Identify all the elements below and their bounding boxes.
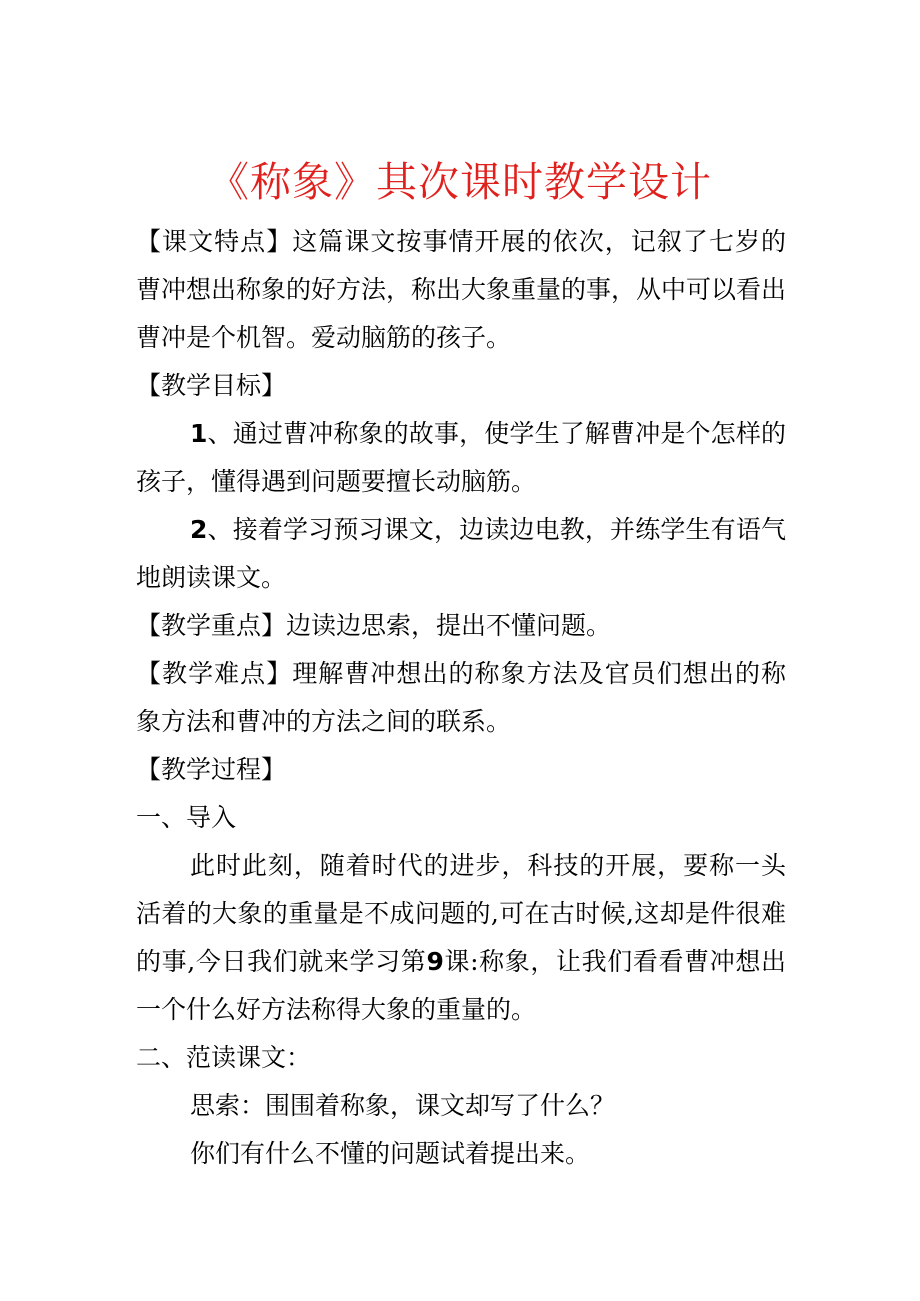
features-paragraph: [136, 218, 786, 362]
key-point-text: 边读边思索，提出不懂问题。: [286, 611, 612, 640]
difficulty-label: 【教学难点】: [136, 659, 293, 688]
objective-number: 2: [190, 515, 208, 544]
section2-line: 你们有什么不懂的问题试着提出来。: [190, 1139, 591, 1168]
key-point-label: 【教学重点】: [136, 611, 287, 640]
difficulty-paragraph: [136, 650, 786, 746]
objective-number: 1: [190, 419, 208, 448]
objectives-heading: [136, 362, 786, 410]
process-label: 【教学过程】: [136, 755, 287, 784]
objective-item: [136, 506, 786, 602]
section1-text-b: 课:称象，让我们看看曹冲想出一个什么好方法称得大象的重量的。: [136, 947, 786, 1024]
objectives-label: 【教学目标】: [136, 371, 287, 400]
process-heading: [136, 746, 786, 794]
difficulty-text: 理解曹冲想出的称象方法及官员们想出的称象方法和曹冲的方法之间的联系。: [136, 659, 786, 736]
objective-text: 、通过曹冲称象的故事，使学生了解曹冲是个怎样的孩子，懂得遇到问题要擅长动脑筋。: [136, 419, 786, 496]
key-point-paragraph: [136, 602, 786, 650]
section1-text-a: 此时此刻，随着时代的进步，科技的开展，要称一头活着的大象的重量是不成问题的,可在古时候,这却是件很难的事,今日我们就来学习第: [136, 851, 786, 976]
features-label: 【课文特点】: [136, 227, 293, 256]
lesson-number: 9: [426, 947, 444, 976]
section-heading: 二、范读课文：: [136, 1043, 312, 1072]
section2-line: 思索：围围着称象，课文却写了什么？: [190, 1091, 616, 1120]
objective-item: [136, 410, 786, 506]
document-body: [136, 218, 786, 1178]
document-title: 《称象》其次课时教学设计: [208, 158, 712, 206]
section-heading: 一、导入: [136, 803, 237, 832]
features-text: 这篇课文按事情开展的依次，记叙了七岁的曹冲想出称象的好方法，称出大象重量的事，从中可以看出曹冲是个机智。爱动脑筋的孩子。: [136, 227, 787, 352]
section1-paragraph: [136, 842, 786, 1034]
objective-text: 、接着学习预习课文，边读边电教，并练学生有语气地朗读课文。: [136, 515, 786, 592]
